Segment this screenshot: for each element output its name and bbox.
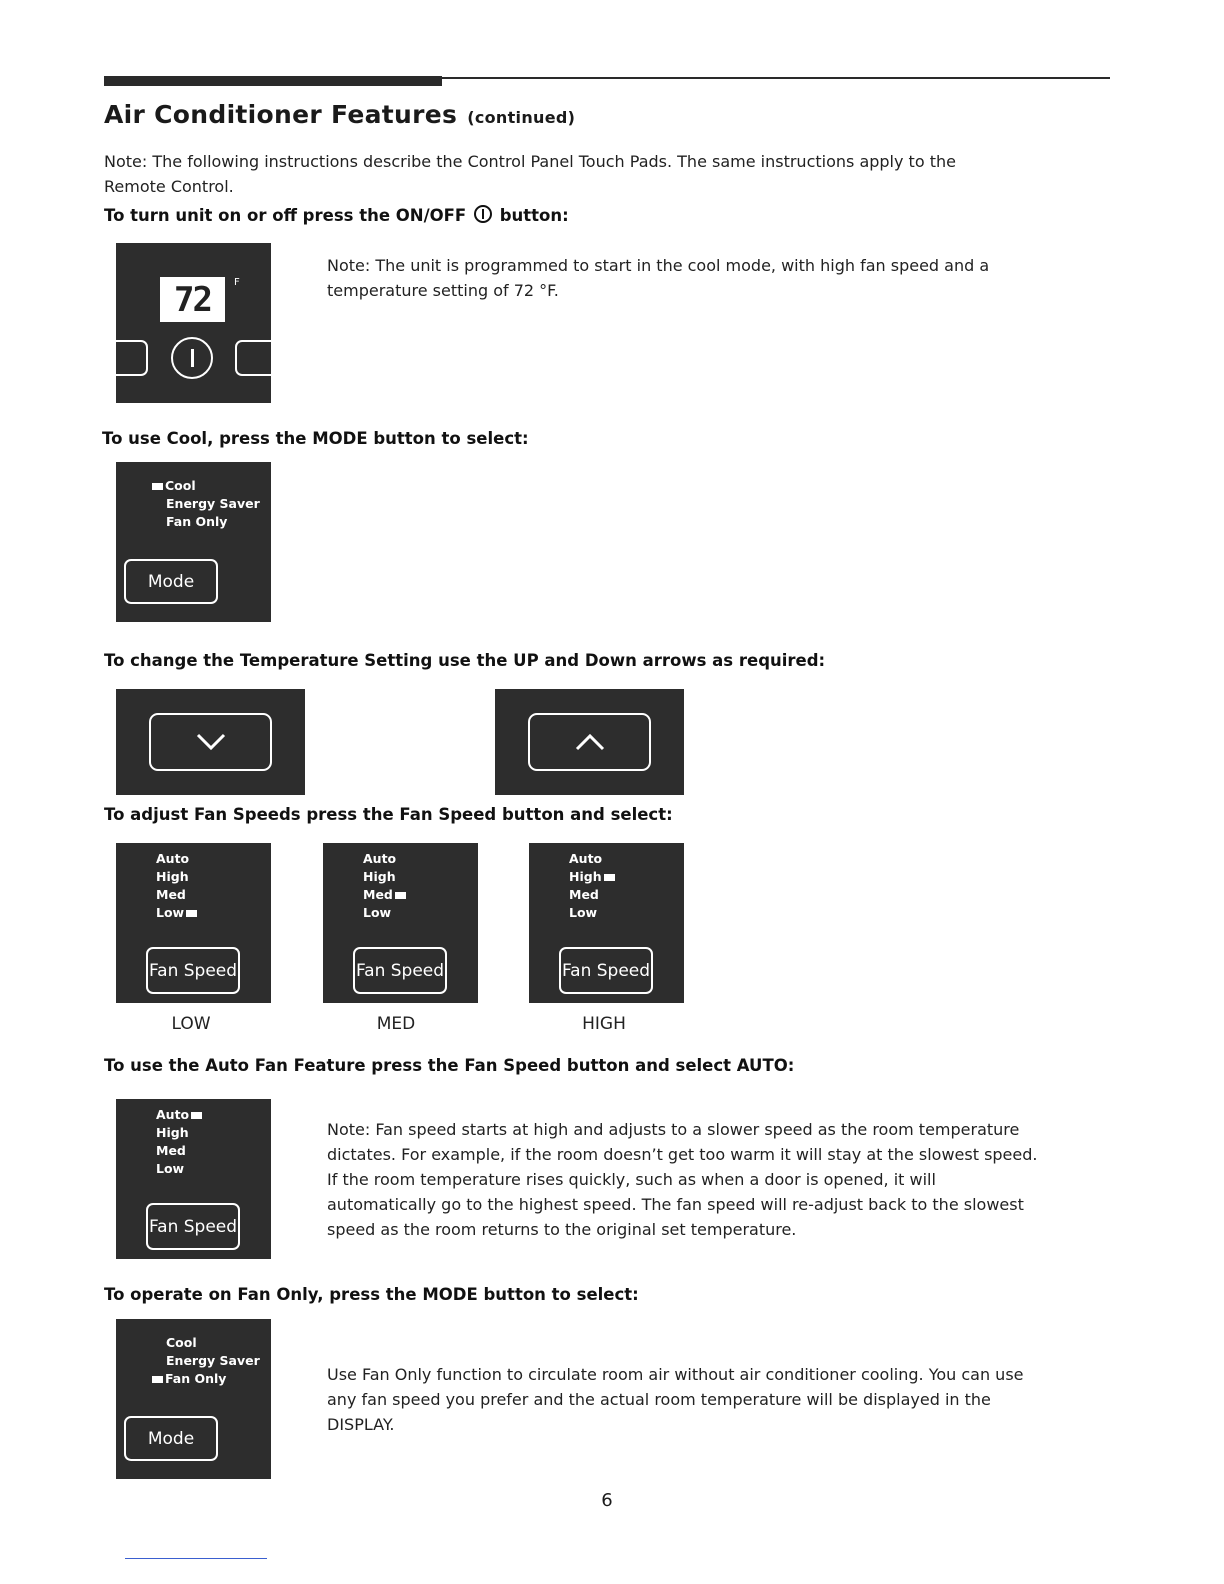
- fan-only-note: Use Fan Only function to circulate room air without air conditioner cooling. You can use any fan speed you prefer and the actual room temperature will be displayed in the DISPLAY.: [327, 1365, 1024, 1434]
- fan-option-auto-label: Auto: [156, 1107, 190, 1122]
- fan-speed-button[interactable]: Fan Speed: [353, 947, 447, 994]
- title-text: Air Conditioner Features: [104, 100, 458, 129]
- power-icon: [191, 349, 194, 367]
- mode-option-energy-saver: Energy Saver: [166, 1353, 260, 1368]
- fan-options: [156, 1106, 204, 1178]
- fan-options: [363, 850, 408, 922]
- mode-option-fan-only: [150, 1370, 260, 1388]
- title-subtitle: (continued): [467, 108, 576, 127]
- fan-option-low-label: Low: [156, 905, 185, 920]
- fan-only-heading: To operate on Fan Only, press the MODE button to select:: [104, 1285, 639, 1304]
- power-heading: [104, 205, 569, 225]
- footer-line: [125, 1558, 267, 1559]
- fan-option-high: High: [156, 869, 189, 884]
- power-heading-suffix: button:: [499, 206, 569, 225]
- power-button[interactable]: [171, 337, 213, 379]
- mode-panel-fan-only: [116, 1319, 271, 1479]
- mode-option-fan-only-label: Fan Only: [165, 1371, 227, 1386]
- cool-heading: To use Cool, press the MODE button to select:: [102, 429, 529, 448]
- label-med: MED: [376, 1014, 416, 1034]
- auto-indicator: [191, 1112, 202, 1119]
- chevron-up-icon: [572, 729, 608, 755]
- up-panel: [495, 689, 684, 795]
- fan-speed-button[interactable]: Fan Speed: [146, 1203, 240, 1250]
- fan-option-auto: Auto: [156, 851, 190, 866]
- down-button[interactable]: [149, 713, 272, 771]
- up-button[interactable]: [528, 713, 651, 771]
- fan-option-med-label: Med: [363, 887, 393, 902]
- page-number: 6: [601, 1490, 613, 1511]
- fan-option-med: Med: [569, 887, 599, 902]
- temperature-display: [160, 277, 225, 322]
- temperature-heading: To change the Temperature Setting use the UP and Down arrows as required:: [104, 651, 826, 670]
- fan-option-auto: Auto: [363, 851, 397, 866]
- mode-option-cool-label: Cool: [165, 478, 196, 493]
- fan-speed-button[interactable]: Fan Speed: [559, 947, 653, 994]
- fan-option-high: [569, 868, 617, 886]
- mode-options: [166, 1334, 260, 1388]
- mode-option-energy-saver: Energy Saver: [166, 496, 260, 511]
- power-heading-text: To turn unit on or off press the ON/OFF: [104, 206, 467, 225]
- fan-panel-low: [116, 843, 271, 1003]
- power-note: Note: The unit is programmed to start in the cool mode, with high fan speed and a temperature setting of 72 °F.: [327, 256, 990, 300]
- label-low: LOW: [171, 1014, 211, 1034]
- label-high: HIGH: [582, 1014, 626, 1034]
- mode-options: [166, 477, 260, 531]
- page-title: [104, 100, 575, 129]
- fan-option-low: [156, 904, 199, 922]
- mode-option-cool: [150, 477, 260, 495]
- fan-option-high-label: High: [569, 869, 602, 884]
- fan-option-auto: Auto: [569, 851, 603, 866]
- fan-option-high: High: [156, 1125, 189, 1140]
- left-button-edge: [116, 340, 148, 376]
- fan-speed-heading: To adjust Fan Speeds press the Fan Speed button and select:: [104, 805, 673, 824]
- mode-button[interactable]: Mode: [124, 1416, 218, 1461]
- fan-option-auto: [156, 1106, 204, 1124]
- display-unit: F: [234, 277, 240, 288]
- fan-speed-button[interactable]: Fan Speed: [146, 947, 240, 994]
- intro-note: Note: The following instructions describe the Control Panel Touch Pads. The same instructions apply to the Remote Control.: [104, 152, 956, 196]
- down-panel: [116, 689, 305, 795]
- power-panel: [116, 243, 271, 403]
- mode-option-cool: Cool: [166, 1335, 197, 1350]
- fan-option-med: Med: [156, 887, 186, 902]
- cool-indicator: [152, 483, 163, 490]
- mode-panel-cool: [116, 462, 271, 622]
- low-indicator: [186, 910, 197, 917]
- fan-options: [569, 850, 617, 922]
- fan-option-high: High: [363, 869, 396, 884]
- fan-panel-high: [529, 843, 684, 1003]
- right-button-edge: [235, 340, 271, 376]
- fan-option-low: Low: [569, 905, 598, 920]
- display-value: 72: [174, 279, 211, 320]
- high-indicator: [604, 874, 615, 881]
- fan-option-med: Med: [156, 1143, 186, 1158]
- med-indicator: [395, 892, 406, 899]
- fan-panel-auto: [116, 1099, 271, 1259]
- mode-option-fan-only: Fan Only: [166, 514, 228, 529]
- fan-options: [156, 850, 199, 922]
- header-rule-accent: [104, 76, 442, 86]
- auto-fan-heading: To use the Auto Fan Feature press the Fan Speed button and select AUTO:: [104, 1056, 795, 1075]
- mode-button[interactable]: Mode: [124, 559, 218, 604]
- chevron-down-icon: [193, 729, 229, 755]
- auto-fan-note: Note: Fan speed starts at high and adjusts to a slower speed as the room temperature dictates. For example, if the room doesn’t get too warm it will stay at the slowest speed. If the room temperature rises quickly, such as when a door is opened, it will automatically go to the highest speed. The fan speed will re-adjust back to the slowest speed as the room returns to the original set temperature.: [327, 1120, 1038, 1239]
- power-icon: [474, 205, 492, 223]
- fan-option-low: Low: [363, 905, 392, 920]
- fan-option-low: Low: [156, 1161, 185, 1176]
- fan-only-indicator: [152, 1376, 163, 1383]
- fan-panel-med: [323, 843, 478, 1003]
- fan-option-med: [363, 886, 408, 904]
